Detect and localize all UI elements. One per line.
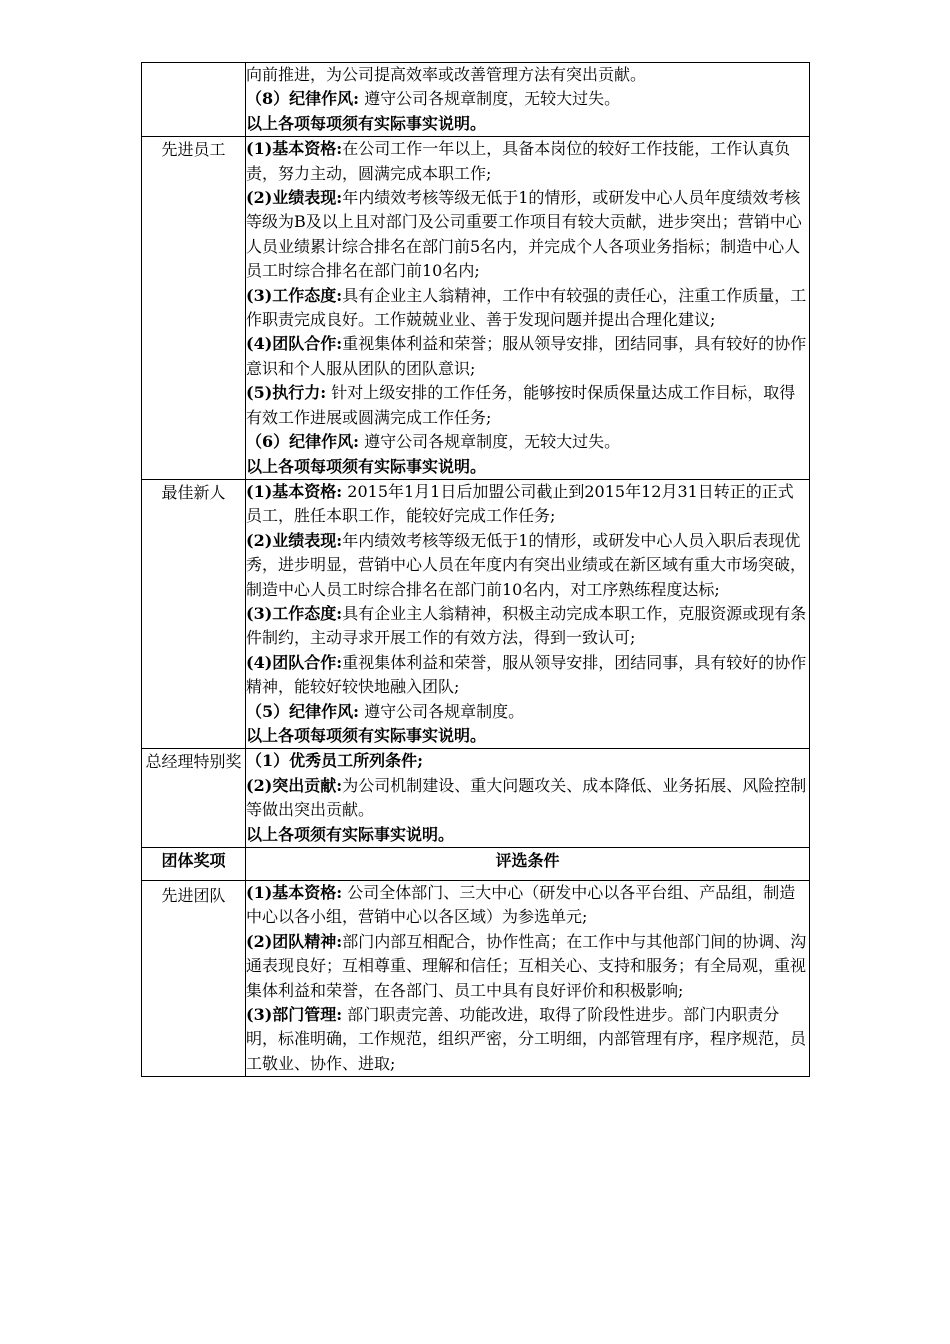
column-header-criteria: 评选条件: [246, 848, 810, 881]
criteria-note: 以上各项须有实际事实说明。: [246, 824, 455, 844]
criteria-item: (1)基本资格: 2015年1月1日后加盟公司截止到2015年12月31日转正的正式员工，胜任本职工作，能较好完成工作任务;: [246, 481, 794, 526]
criteria-cell: [246, 63, 810, 137]
criteria-item: （5）纪律作风: 遵守公司各规章制度。: [246, 701, 525, 721]
criteria-item: (4)团队合作:重视集体利益和荣誉；服从领导安排，团结同事，具有较好的协作意识和个人服从团队的团队意识;: [246, 334, 807, 378]
criteria-item: (2)业绩表现:年内绩效考核等级无低于1的情形，或研发中心人员入职后表现优秀，进步明显，营销中心人员在年度内有突出业绩或在新区域有重大市场突破，制造中心人员工时综合排名在部门前10名内，对工序熟练程度达标;: [246, 530, 807, 599]
criteria-item: (3)工作态度:具有企业主人翁精神，工作中有较强的责任心，注重工作质量，工作职责完成良好。工作兢兢业业、善于发现问题并提出合理化建议;: [246, 285, 807, 330]
table-row: [142, 63, 810, 137]
criteria-cell: [246, 881, 810, 1077]
table-row: [142, 479, 810, 748]
criteria-note: 以上各项每项须有实际事实说明。: [246, 725, 487, 745]
table-row: [142, 137, 810, 480]
award-name: 总经理特别奖: [142, 749, 246, 848]
criteria-item: (1)基本资格: 公司全体部门、三大中心（研发中心以各平台组、产品组，制造中心以各小组，营销中心以各区域）为参选单元;: [246, 883, 796, 927]
criteria-item: (4)团队合作:重视集体利益和荣誉，服从领导安排，团结同事，具有较好的协作精神，能较好较快地融入团队;: [246, 652, 807, 697]
column-header-group-award: 团体奖项: [142, 848, 246, 881]
table-row: [142, 881, 810, 1077]
criteria-item: (1)基本资格:在公司工作一年以上，具备本岗位的较好工作技能，工作认真负责，努力主动，圆满完成本职工作;: [246, 139, 791, 183]
criteria-item: (2)业绩表现:年内绩效考核等级无低于1的情形，或研发中心人员年度绩效考核等级为B及以上且对部门及公司重要工作项目有较大贡献，进步突出；营销中心人员业绩累计综合排名在部门前5名内，并完成个人各项业务指标；制造中心人员工时综合排名在部门前10名内;: [246, 188, 802, 281]
criteria-note: 以上各项每项须有实际事实说明。: [246, 456, 487, 476]
criteria-item: (3)部门管理: 部门职责完善、功能改进，取得了阶段性进步。部门内职责分明，标准明确，工作规范，组织严密，分工明细，内部管理有序，程序规范，员工敬业、协作、进取;: [246, 1005, 807, 1073]
criteria-item: （8）纪律作风: 遵守公司各规章制度，无较大过失。: [246, 89, 621, 109]
criteria-item: (3)工作态度:具有企业主人翁精神，积极主动完成本职工作，克服资源或现有条件制约，主动寻求开展工作的有效方法，得到一致认可;: [246, 603, 807, 648]
award-name: 先进员工: [142, 137, 246, 480]
award-name: 先进团队: [142, 881, 246, 1077]
criteria-item: (5)执行力: 针对上级安排的工作任务，能够按时保质保量达成工作目标，取得有效工作进展或圆满完成工作任务;: [246, 383, 796, 427]
criteria-cell: [246, 479, 810, 748]
criteria-cell: [246, 749, 810, 848]
criteria-cell: [246, 137, 810, 480]
award-name: 最佳新人: [142, 479, 246, 748]
award-name: [142, 63, 246, 137]
criteria-item: （1）优秀员工所列条件;: [246, 751, 424, 771]
criteria-note: 以上各项每项须有实际事实说明。: [246, 113, 487, 133]
criteria-item: (2)团队精神:部门内部互相配合，协作性高；在工作中与其他部门间的协调、沟通表现良好；互相尊重、理解和信任；互相关心、支持和服务；有全局观，重视集体利益和荣誉，在各部门、员工中具有良好评价和积极影响;: [246, 931, 807, 1000]
table-header-row: [142, 848, 810, 881]
criteria-item: （6）纪律作风: 遵守公司各规章制度，无较大过失。: [246, 432, 621, 452]
award-criteria-table: [141, 62, 810, 1077]
criteria-item: 向前推进，为公司提高效率或改善管理方法有突出贡献。: [246, 65, 647, 84]
table-row: [142, 749, 810, 848]
criteria-item: (2)突出贡献:为公司机制建设、重大问题攻关、成本降低、业务拓展、风险控制等做出突出贡献。: [246, 775, 807, 820]
